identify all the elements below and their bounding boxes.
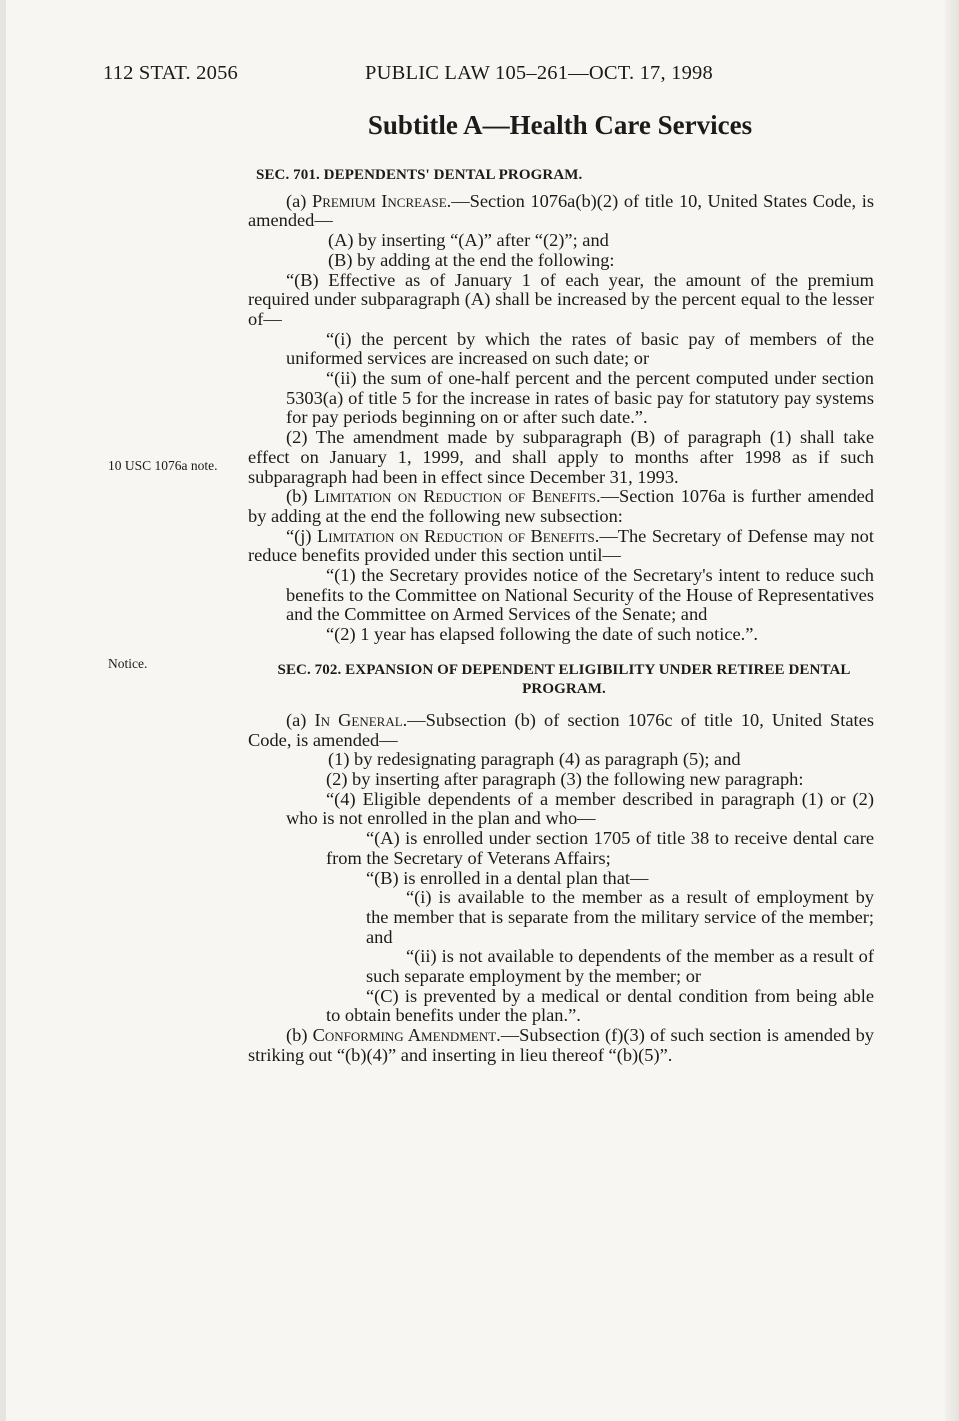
sec701-a-item-A: (A) by inserting “(A)” after “(2)”; and	[328, 230, 609, 251]
sec701-b-text: —Section 1076a is further amended by adding at the end the following new subsection:	[248, 486, 875, 526]
section-701-heading: SEC. 701. DEPENDENTS' DENTAL PROGRAM.	[256, 167, 583, 183]
sec702-a-text: —Subsection (b) of section 1076c of title 10, United States Code, is amended—	[248, 709, 874, 750]
sec701-j-para-1: “(1) the Secretary provides notice of the Secretary's intent to reduce such benefits to the Committee on National Security of the House of Representatives and the Committee on Armed Services of the Senate; and	[286, 565, 874, 625]
sec701-j-para-2: “(2) 1 year has elapsed following the date of such notice.”.	[326, 624, 759, 645]
sec701-a-text: —Section 1076a(b)(2) of title 10, United States Code, is amended—	[248, 190, 874, 231]
sec701-b-label: (b)	[286, 486, 315, 507]
sec702-para-4-B: “(B) is enrolled in a dental plan that—	[366, 867, 649, 888]
sec702-a-label: (a)	[286, 709, 315, 730]
sec701-a-para-B: “(B) Effective as of January 1 of each year, the amount of the premium required under subparagraph (A) shall be increased by the percent equal to the lesser of—	[248, 269, 874, 329]
sec701-a-para-2: (2) The amendment made by subparagraph (B) of paragraph (1) shall take effect on January 1, 1999, and shall apply to months after 1998 as if such subparagraph had been in effect since December 31, 1993.	[248, 427, 874, 487]
body-text	[248, 166, 874, 1066]
sec701-a-para-B-ii: “(ii) the sum of one-half percent and the percent computed under section 5303(a) of title 5 for the increase in rates of basic pay for statutory pay systems for pay periods beginning on or after such date.”.	[286, 368, 874, 428]
sec701-a-label: (a)	[286, 190, 313, 211]
margin-note-usc: 10 USC 1076a note.	[108, 458, 218, 473]
page-reference: 112 STAT. 2056	[103, 62, 238, 84]
sec702-b-text: —Subsection (f)(3) of such section is amended by striking out “(b)(4)” and inserting in lieu thereof “(b)(5)”.	[248, 1025, 874, 1065]
sec702-a-caption: In General.	[314, 709, 408, 730]
sec702-para-4-B-ii: “(ii) is not available to dependents of the member as a result of such separate employment by the member; or	[366, 946, 874, 987]
sec701-subsection-b	[248, 487, 874, 526]
section-702-heading: SEC. 702. EXPANSION OF DEPENDENT ELIGIBILITY UNDER RETIREE DENTAL PROGRAM.	[277, 661, 851, 697]
sec702-a-item-2: (2) by inserting after paragraph (3) the following new paragraph:	[326, 768, 804, 789]
sec701-j-text: —The Secretary of Defense may not reduce benefits provided under this section until—	[248, 525, 874, 566]
page-edge-left	[0, 0, 6, 1421]
sec702-para-4-B-i: “(i) is available to the member as a result of employment by the member that is separate from the military service of the member; and	[366, 887, 874, 947]
page-edge-right	[945, 0, 959, 1421]
sec702-para-4: “(4) Eligible dependents of a member described in paragraph (1) or (2) who is not enrolled in the plan and who—	[286, 788, 874, 829]
sec701-subsection-j	[248, 527, 874, 566]
margin-note-notice: Notice.	[108, 656, 148, 671]
sec702-para-4-A: “(A) is enrolled under section 1705 of title 38 to receive dental care from the Secretary of Veterans Affairs;	[326, 828, 874, 868]
sec701-j-label: “(j)	[286, 525, 318, 546]
sec702-b-label: (b)	[286, 1025, 313, 1046]
sec701-b-caption: Limitation on Reduction of Benefits.	[314, 486, 601, 507]
sec701-a-item-B: (B) by adding at the end the following:	[328, 249, 615, 270]
sec702-subsection-b	[248, 1026, 874, 1065]
sec701-a-caption: Premium Increase.	[312, 190, 452, 211]
sec702-a-item-1: (1) by redesignating paragraph (4) as paragraph (5); and	[328, 749, 741, 770]
sec702-subsection-a	[248, 711, 874, 750]
sec701-a-para-B-i: “(i) the percent by which the rates of basic pay of members of the uniformed services are increased on such date; or	[286, 328, 874, 369]
subtitle-heading: Subtitle A—Health Care Services	[367, 110, 753, 140]
sec702-para-4-C: “(C) is prevented by a medical or dental condition from being able to obtain benefits under the plan.”.	[326, 985, 874, 1026]
law-reference: PUBLIC LAW 105–261—OCT. 17, 1998	[365, 62, 713, 84]
sec702-b-caption: Conforming Amendment.	[312, 1025, 501, 1046]
sec701-j-caption: Limitation on Reduction of Benefits.	[317, 525, 600, 546]
sec701-subsection-a	[248, 192, 874, 231]
